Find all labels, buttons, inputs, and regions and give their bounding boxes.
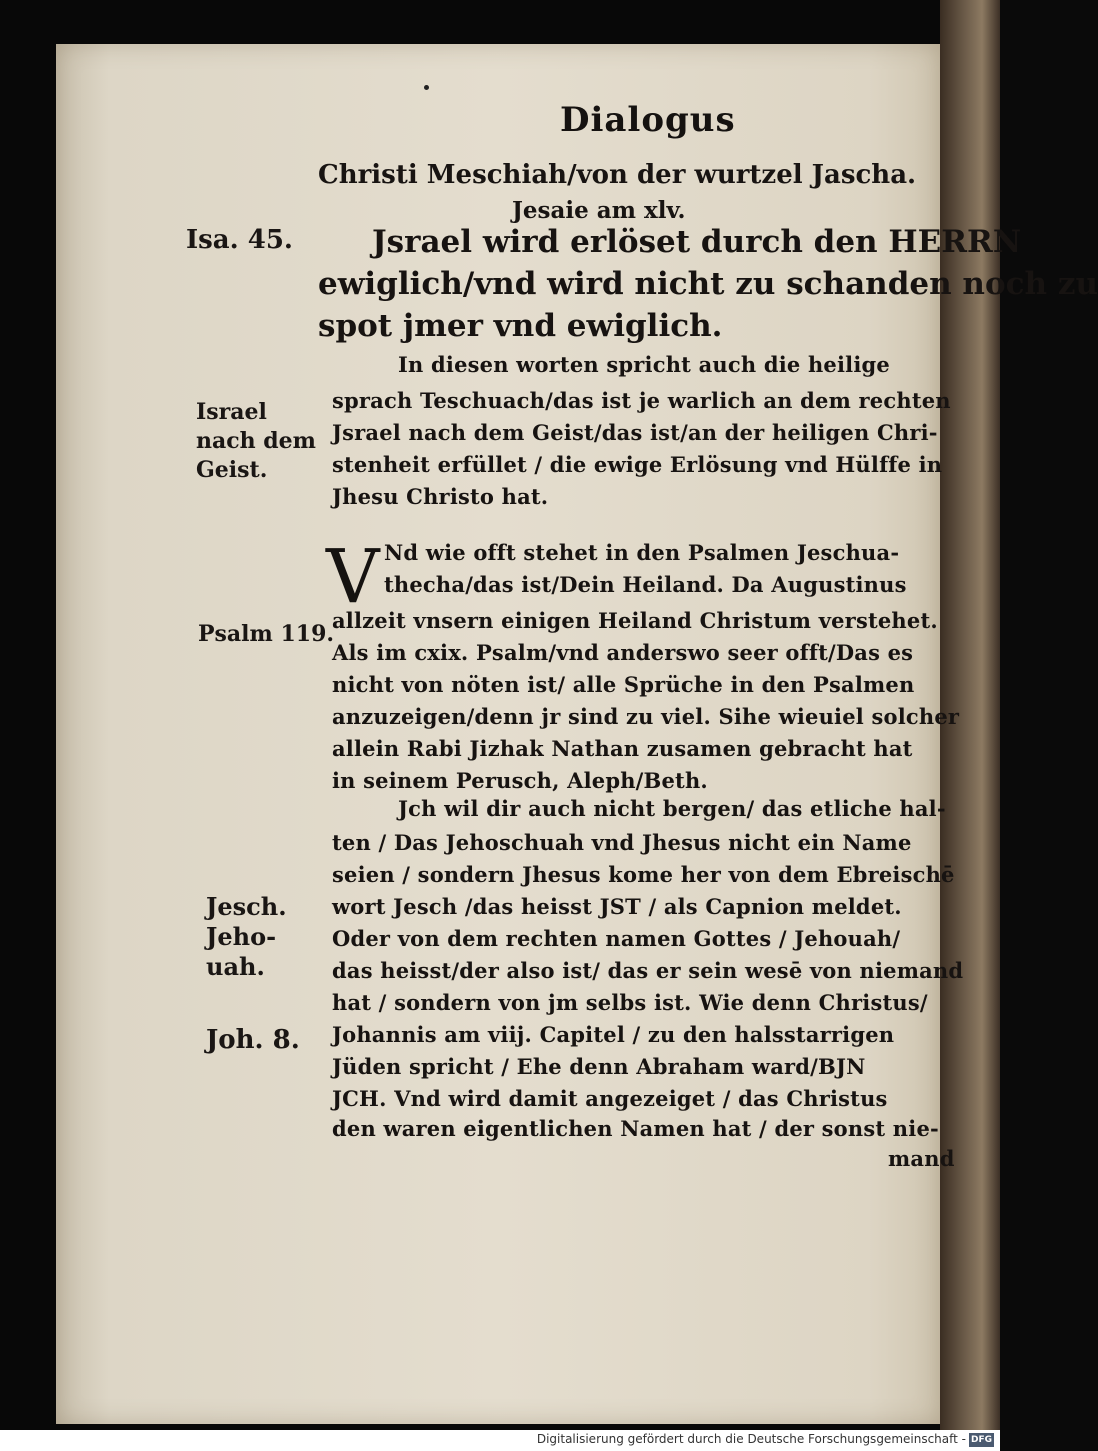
margin-note: Jeho- bbox=[206, 922, 277, 951]
text-line: Jch wil dir auch nicht bergen/ das etliche hal- bbox=[398, 796, 946, 821]
chapter-reference: Jesaie am xlv. bbox=[512, 197, 686, 224]
footer-bar bbox=[0, 1430, 1000, 1451]
quote-line: ewiglich/vnd wird nicht zu schanden noch zu bbox=[318, 266, 1098, 302]
text-line: wort Jesch /das heisst JST / als Capnion meldet. bbox=[332, 894, 902, 919]
text-line: Als im cxix. Psalm/vnd anderswo seer offt/Das es bbox=[332, 640, 914, 665]
text-line: Johannis am viij. Capitel / zu den halsstarrigen bbox=[332, 1022, 895, 1047]
margin-note: Geist. bbox=[196, 457, 268, 483]
footer-credit: Digitalisierung gefördert durch die Deutsche Forschungsgemeinschaft - bbox=[536, 1432, 966, 1446]
margin-note: Jesch. bbox=[206, 892, 287, 921]
text-line: seien / sondern Jhesus kome her von dem Ebreischē bbox=[332, 862, 955, 887]
dfg-logo-icon: DFG bbox=[970, 1435, 992, 1445]
margin-note: Psalm 119. bbox=[198, 621, 335, 647]
text-line: Jhesu Christo hat. bbox=[332, 484, 549, 509]
text-line: ten / Das Jehoschuah vnd Jhesus nicht ein Name bbox=[332, 830, 912, 855]
margin-note: nach dem bbox=[196, 428, 316, 454]
text-line: nicht von nöten ist/ alle Sprüche in den Psalmen bbox=[332, 672, 915, 697]
text-line: Jüden spricht / Ehe denn Abraham ward/BJN bbox=[332, 1054, 866, 1079]
text-line: sprach Teschuach/das ist je warlich an dem rechten bbox=[332, 388, 951, 413]
text-line: den waren eigentlichen Namen hat / der sonst nie- bbox=[332, 1116, 939, 1141]
text-line: in seinem Perusch, Aleph/Beth. bbox=[332, 768, 708, 793]
margin-note: Joh. 8. bbox=[206, 1025, 300, 1055]
text-line: Oder von dem rechten namen Gottes / Jehouah/ bbox=[332, 926, 901, 951]
quote-line: Jsrael wird erlöset durch den HERRN bbox=[372, 224, 1022, 260]
text-line: Nd wie offt stehet in den Psalmen Jeschua- bbox=[384, 540, 900, 565]
text-line: das heisst/der also ist/ das er sein wesē von niemand bbox=[332, 958, 964, 983]
text-line: anzuzeigen/denn jr sind zu viel. Sihe wieuiel solcher bbox=[332, 704, 960, 729]
text-line: stenheit erfüllet / die ewige Erlösung vnd Hülffe in bbox=[332, 452, 943, 477]
text-line: thecha/das ist/Dein Heiland. Da Augustinus bbox=[384, 572, 907, 597]
text-line: Jsrael nach dem Geist/das ist/an der heiligen Chri- bbox=[332, 420, 938, 445]
text-line: In diesen worten spricht auch die heilige bbox=[398, 352, 890, 377]
quote-line: spot jmer vnd ewiglich. bbox=[318, 308, 723, 344]
text-line: allzeit vnsern einigen Heiland Christum verstehet. bbox=[332, 608, 938, 633]
ink-dot bbox=[424, 85, 429, 90]
subtitle: Christi Meschiah/von der wurtzel Jascha. bbox=[318, 160, 917, 190]
running-head: Dialogus bbox=[560, 100, 736, 140]
catchword: mand bbox=[888, 1146, 955, 1171]
margin-note: uah. bbox=[206, 952, 265, 981]
text-line: hat / sondern von jm selbs ist. Wie denn Christus/ bbox=[332, 990, 928, 1015]
margin-note: Isa. 45. bbox=[186, 225, 293, 255]
text-line: JCH. Vnd wird damit angezeiget / das Christus bbox=[332, 1086, 888, 1111]
initial-capital: V bbox=[326, 534, 380, 620]
margin-note: Israel bbox=[196, 399, 267, 425]
text-line: allein Rabi Jizhak Nathan zusamen gebracht hat bbox=[332, 736, 913, 761]
